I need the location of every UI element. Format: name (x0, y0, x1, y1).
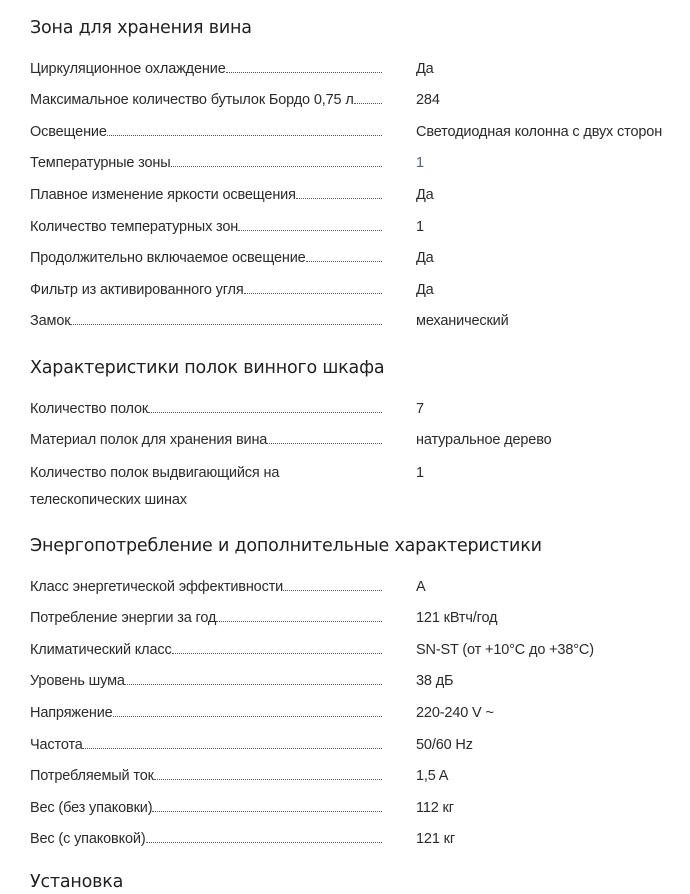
spec-label: Фильтр из активированного угля (30, 281, 244, 298)
spec-value: натуральное дерево (416, 432, 552, 449)
spec-label: Максимальное количество бутылок Бордо 0,75 л (30, 92, 354, 109)
spec-value: A (416, 578, 426, 595)
spec-label: Температурные зоны (30, 155, 171, 172)
dot-leader (152, 810, 382, 812)
section-wine-storage-zone (30, 16, 690, 335)
spec-row (30, 391, 690, 423)
dot-leader (171, 165, 382, 167)
spec-row (30, 83, 690, 115)
dot-leader (107, 134, 382, 136)
spec-value: Да (416, 281, 434, 298)
dot-leader (148, 411, 382, 413)
section-energy (30, 534, 690, 853)
spec-label: Вес (с упаковкой) (30, 831, 146, 848)
spec-label: Плавное изменение яркости освещения (30, 186, 296, 203)
spec-label: Освещение (30, 123, 107, 140)
dot-leader (70, 323, 382, 325)
section-installation (30, 870, 690, 894)
spec-row (30, 569, 690, 601)
spec-value: SN-ST (от +10°C до +38°C) (416, 641, 594, 658)
spec-value: 121 кг (416, 831, 455, 848)
dot-leader (283, 589, 382, 591)
section-title: Энергопотребление и дополнительные характеристики (30, 536, 542, 556)
section-title: Установка (30, 872, 124, 892)
spec-label: Уровень шума (30, 673, 125, 690)
spec-label: Климатический класс (30, 641, 172, 658)
dot-leader (226, 71, 382, 73)
spec-row (30, 695, 690, 727)
section-title: Характеристики полок винного шкафа (30, 358, 385, 378)
dot-leader (125, 683, 382, 685)
spec-value: 121 кВтч/год (416, 610, 498, 627)
spec-row (30, 822, 690, 854)
spec-value: 1,5 A (416, 768, 449, 785)
spec-value: 1 (416, 155, 424, 172)
spec-row (30, 790, 690, 822)
spec-row (30, 146, 690, 178)
spec-row (30, 460, 690, 520)
dot-leader (267, 442, 382, 444)
dot-leader (83, 747, 382, 749)
dot-leader (354, 102, 382, 104)
spec-label: Продолжительно включаемое освещение (30, 250, 306, 267)
dot-leader (172, 652, 382, 654)
dot-leader (238, 229, 382, 231)
spec-value: 7 (416, 400, 424, 417)
spec-value: 1 (416, 218, 424, 235)
section-title: Зона для хранения вина (30, 18, 252, 38)
spec-row (30, 601, 690, 633)
dot-leader (154, 778, 382, 780)
dot-leader (306, 260, 382, 262)
spec-row (30, 241, 690, 273)
spec-row (30, 272, 690, 304)
spec-value: Светодиодная колонна с двух сторон (416, 123, 663, 140)
dot-leader (216, 620, 382, 622)
spec-label: Частота (30, 736, 83, 753)
spec-value: Да (416, 186, 434, 203)
spec-row (30, 423, 690, 455)
spec-value: механический (416, 313, 509, 330)
spec-label: Количество полок (30, 400, 149, 417)
spec-value: Да (416, 250, 434, 267)
spec-label: Класс энергетической эффективности (30, 578, 284, 595)
spec-value: 1 (416, 465, 424, 482)
spec-label: Потребляемый ток (30, 768, 154, 785)
spec-row (30, 51, 690, 83)
spec-label: Циркуляционное охлаждение (30, 60, 226, 77)
spec-label: Вес (без упаковки) (30, 799, 153, 816)
spec-row (30, 727, 690, 759)
spec-value: 112 кг (416, 799, 454, 816)
spec-row (30, 664, 690, 696)
dot-leader (113, 715, 382, 717)
spec-label: Количество температурных зон (30, 218, 239, 235)
spec-label: Напряжение (30, 704, 113, 721)
spec-value: Да (416, 60, 434, 77)
spec-row (30, 209, 690, 241)
section-shelf-characteristics (30, 356, 690, 520)
spec-row (30, 114, 690, 146)
spec-value: 220-240 V ~ (416, 704, 494, 721)
spec-value: 284 (416, 92, 440, 109)
spec-value: 38 дБ (416, 673, 454, 690)
dot-leader (296, 197, 382, 199)
spec-label: Замок (30, 313, 71, 330)
spec-value: 50/60 Hz (416, 736, 473, 753)
spec-label: Количество полок выдвигающийся на телескопических шинах (30, 465, 280, 509)
spec-row (30, 632, 690, 664)
spec-row (30, 759, 690, 791)
spec-row (30, 177, 690, 209)
spec-label: Материал полок для хранения вина (30, 432, 268, 449)
dot-leader (146, 841, 382, 843)
spec-label: Потребление энергии за год (30, 610, 217, 627)
spec-row (30, 304, 690, 336)
dot-leader (244, 292, 382, 294)
